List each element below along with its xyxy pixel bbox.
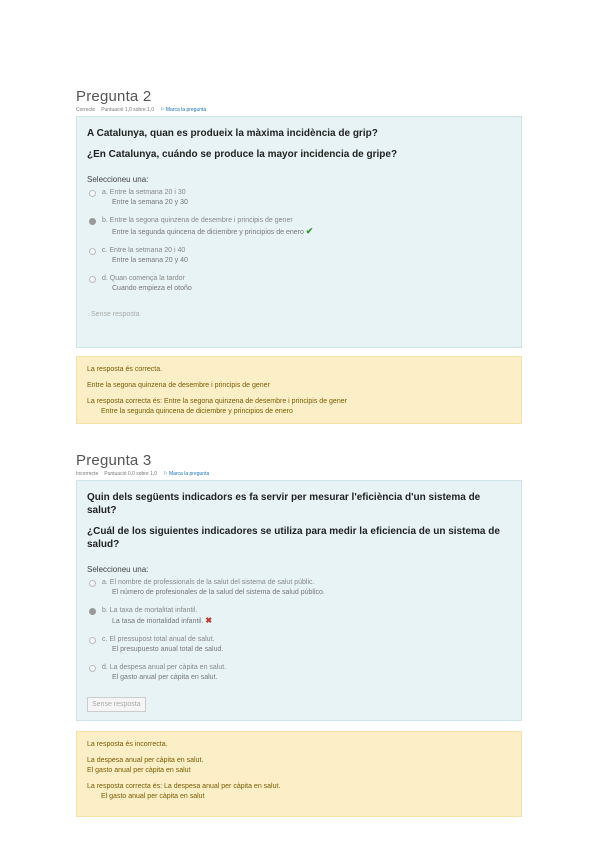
question-box [76, 480, 522, 721]
answer-option-c[interactable]: c. Entre la setmana 20 i 40 Entre la semana 20 y 40 [87, 246, 511, 266]
score-text: Puntuació 1,0 sobre 1,0 [101, 107, 155, 113]
answer-option-b[interactable]: b. Entre la segona quinzena de desembre i principis de gener Entre la segunda quincena de diciembre y principios de enero ✔ [87, 216, 511, 238]
flag-icon: ⚐ [163, 471, 168, 477]
feedback-box [76, 356, 522, 424]
cross-icon: ✖ [205, 616, 213, 625]
clear-choice-button[interactable]: Sense resposta [91, 311, 140, 318]
question-meta [76, 471, 522, 477]
question-title: Pregunta 3 [76, 452, 152, 469]
question-text-ca: Quin dels següents indicadors es fa servir per mesurar l'eficiència d'un sistema de salut? [87, 492, 481, 516]
status-text: Incorrecte [76, 471, 99, 477]
clear-choice-button[interactable]: Sense resposta [87, 697, 146, 712]
radio-button[interactable] [89, 580, 96, 587]
question-title: Pregunta 2 [76, 88, 152, 105]
question-box [76, 116, 522, 348]
answer-option-c[interactable]: c. El pressupost total anual de salut. El presupuesto anual total de salud. [87, 635, 511, 655]
score-text: Puntuació 0,0 sobre 1,0 [104, 471, 158, 477]
answer-option-d[interactable]: d. Quan comença la tardor Cuando empieza el otoño [87, 274, 511, 294]
check-icon: ✔ [305, 226, 314, 236]
feedback-box [76, 731, 522, 817]
radio-button[interactable] [89, 248, 96, 255]
flag-question-link[interactable]: ⚐ Marca la pregunta [160, 107, 207, 113]
feedback-answer: Entre la segona quinzena de desembre i principis de gener [87, 382, 270, 389]
select-label: Seleccioneu una: [87, 175, 149, 184]
question-meta [76, 107, 522, 113]
radio-button[interactable] [89, 608, 96, 615]
answer-option-b[interactable]: b. La taxa de mortalitat infantil. La tasa de mortalidad infantil. ✖ [87, 606, 511, 627]
feedback-result: La resposta és correcta. [87, 366, 163, 373]
radio-button[interactable] [89, 276, 96, 283]
question-text-ca: A Catalunya, quan es produeix la màxima incidència de grip? [87, 128, 378, 139]
radio-button[interactable] [89, 665, 96, 672]
feedback-correct-answer: La resposta correcta és: Entre la segona quinzena de desembre i principis de gener Entre la segunda quincena de diciembre y principios de enero [87, 398, 347, 415]
status-text: Correcte [76, 107, 96, 113]
answer-option-a[interactable]: a. Entre la setmana 20 i 30 Entre la semana 20 y 30 [87, 188, 511, 208]
radio-button[interactable] [89, 190, 96, 197]
feedback-result: La resposta és incorrecta. [87, 741, 168, 748]
radio-button[interactable] [89, 637, 96, 644]
feedback-answer: La despesa anual per càpita en salut. El gasto anual per càpita en salut [87, 757, 204, 774]
answer-option-a[interactable]: a. El nombre de professionals de la salut del sistema de salut públic. El número de profesionales de la salud del sistema de salud público. [87, 578, 511, 598]
flag-icon: ⚐ [160, 107, 165, 113]
select-label: Seleccioneu una: [87, 565, 149, 574]
question-2 [76, 88, 522, 348]
feedback-correct-answer: La resposta correcta és: La despesa anual per càpita en salut. El gasto anual per càpita en salut [87, 783, 281, 800]
answer-option-d[interactable]: d. La despesa anual per càpita en salut. El gasto anual per càpita en salut. [87, 663, 511, 683]
radio-button[interactable] [89, 218, 96, 225]
flag-question-link[interactable]: ⚐ Marca la pregunta [163, 471, 210, 477]
question-text-es: ¿Cuál de los siguientes indicadores se utiliza para medir la eficiencia de un sistema de salud? [87, 526, 500, 550]
question-text-es: ¿En Catalunya, cuándo se produce la mayor incidencia de gripe? [87, 149, 398, 160]
question-3 [76, 452, 522, 721]
